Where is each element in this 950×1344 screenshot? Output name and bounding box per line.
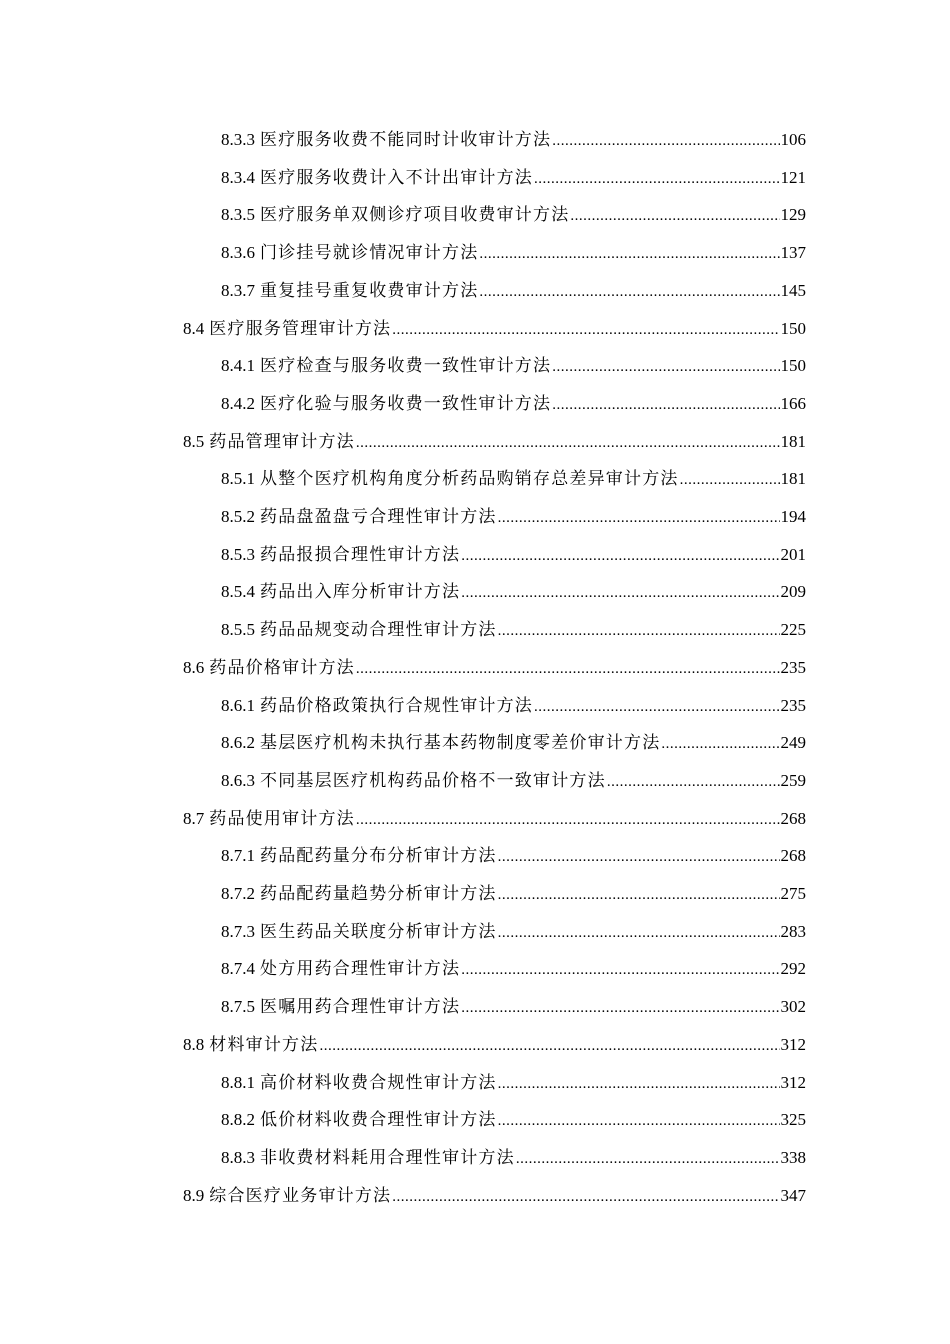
toc-dot-leader	[661, 726, 779, 764]
toc-entry-page-number: 347	[780, 1185, 806, 1205]
toc-entry-page-number: 145	[780, 280, 806, 300]
toc-entry-page-number: 235	[780, 695, 806, 715]
toc-entry-number: 8.5.5	[221, 620, 255, 640]
toc-entry-title: 医疗服务收费计入不计出审计方法	[260, 167, 533, 187]
toc-entry-page-number: 312	[780, 1034, 806, 1054]
toc-entry-number: 8.4.1	[221, 356, 255, 376]
toc-dot-leader	[534, 689, 780, 727]
toc-entry-number: 8.3.3	[221, 130, 255, 149]
toc-entry[interactable]	[221, 988, 806, 1026]
toc-entry-page-number: 181	[780, 431, 806, 451]
toc-entry[interactable]	[221, 159, 806, 197]
toc-entry-title: 不同基层医疗机构药品价格不一致审计方法	[260, 770, 606, 790]
toc-entry[interactable]	[221, 687, 806, 725]
toc-dot-leader	[570, 198, 779, 236]
toc-entry[interactable]	[221, 913, 806, 951]
toc-entry-title: 医疗服务管理审计方法	[209, 318, 392, 338]
toc-entry-page-number: 166	[780, 393, 806, 413]
toc-entry[interactable]	[221, 196, 806, 234]
toc-entry-title: 药品价格审计方法	[209, 657, 355, 677]
toc-entry[interactable]	[221, 385, 806, 423]
toc-dot-leader	[479, 236, 779, 274]
toc-dot-leader	[516, 1141, 780, 1179]
toc-entry[interactable]	[221, 611, 806, 649]
toc-entry-page-number: 249	[780, 733, 806, 753]
toc-entry[interactable]	[221, 234, 806, 272]
toc-entry-title: 非收费材料耗用合理性审计方法	[260, 1147, 515, 1167]
toc-entry-page-number: 338	[780, 1147, 806, 1167]
toc-entry-page-number: 106	[780, 130, 806, 149]
toc-entry[interactable]	[221, 1139, 806, 1177]
toc-dot-leader	[461, 538, 779, 576]
toc-entry-title: 医生药品关联度分析审计方法	[260, 921, 497, 941]
toc-entry-page-number: 275	[780, 884, 806, 903]
toc-entry-title: 低价材料收费合理性审计方法	[260, 1110, 497, 1130]
toc-entry-page-number: 283	[780, 921, 806, 941]
toc-entry-number: 8.6.2	[221, 733, 255, 753]
toc-entry[interactable]	[183, 423, 806, 461]
toc-entry-page-number: 137	[780, 243, 806, 263]
toc-entry[interactable]	[221, 121, 806, 159]
toc-entry-title: 药品管理审计方法	[209, 431, 355, 451]
toc-dot-leader	[498, 613, 780, 651]
toc-entry-page-number: 150	[780, 356, 806, 376]
toc-entry-page-number: 235	[780, 657, 806, 677]
toc-entry-number: 8.8.1	[221, 1072, 255, 1092]
toc-entry-title: 材料审计方法	[209, 1034, 319, 1054]
toc-entry-title: 药品品规变动合理性审计方法	[260, 620, 497, 640]
toc-dot-leader	[552, 349, 779, 387]
toc-entry[interactable]	[221, 272, 806, 310]
toc-entry-title: 从整个医疗机构角度分析药品购销存总差异审计方法	[260, 469, 679, 489]
toc-entry-page-number: 181	[780, 469, 806, 489]
toc-entry[interactable]	[221, 724, 806, 762]
toc-dot-leader	[534, 161, 780, 199]
toc-dot-leader	[392, 1179, 779, 1217]
toc-entry-number: 8.7.1	[221, 846, 255, 866]
toc-entry-page-number: 325	[780, 1110, 806, 1130]
toc-entry-number: 8.3.4	[221, 167, 255, 187]
toc-dot-leader	[356, 425, 780, 463]
toc-dot-leader	[498, 1066, 780, 1104]
toc-entry[interactable]	[183, 649, 806, 687]
toc-entry[interactable]	[221, 347, 806, 385]
toc-entry[interactable]	[221, 536, 806, 574]
toc-entry-page-number: 201	[780, 544, 806, 564]
toc-entry-number: 8.8.2	[221, 1110, 255, 1130]
toc-entry-title: 医疗化验与服务收费一致性审计方法	[260, 393, 552, 413]
toc-entry-number: 8.9	[183, 1185, 205, 1205]
toc-entry-page-number: 209	[780, 582, 806, 602]
toc-entry[interactable]	[221, 498, 806, 536]
toc-entry[interactable]	[221, 762, 806, 800]
toc-entry-title: 医嘱用药合理性审计方法	[260, 997, 461, 1017]
toc-entry-title: 医疗服务收费不能同时计收审计方法	[260, 130, 552, 149]
toc-entry-page-number: 302	[780, 997, 806, 1017]
toc-entry-number: 8.8.3	[221, 1147, 255, 1167]
toc-dot-leader	[498, 915, 780, 953]
toc-entry-number: 8.6.1	[221, 695, 255, 715]
toc-entry-number: 8.4.2	[221, 393, 255, 413]
toc-dot-leader	[461, 990, 779, 1028]
toc-entry-page-number: 225	[780, 620, 806, 640]
toc-entry-page-number: 268	[780, 808, 806, 828]
toc-entry-title: 药品盘盈盘亏合理性审计方法	[260, 507, 497, 526]
toc-entry[interactable]	[183, 1026, 806, 1064]
toc-entry-number: 8.7.4	[221, 959, 255, 979]
toc-dot-leader	[498, 1103, 780, 1141]
toc-entry-number: 8.7.5	[221, 997, 255, 1017]
toc-entry-page-number: 268	[780, 846, 806, 866]
toc-entry[interactable]	[183, 800, 806, 838]
toc-entry-title: 药品价格政策执行合规性审计方法	[260, 695, 533, 715]
toc-dot-leader	[392, 312, 779, 350]
toc-entry-title: 处方用药合理性审计方法	[260, 959, 461, 979]
toc-dot-leader	[552, 387, 779, 425]
toc-entry-page-number: 129	[780, 205, 806, 225]
toc-entry-page-number: 312	[780, 1072, 806, 1092]
toc-dot-leader	[552, 123, 779, 161]
toc-entry-number: 8.4	[183, 318, 205, 338]
toc-entry-title: 重复挂号重复收费审计方法	[260, 280, 479, 300]
toc-entry-number: 8.6	[183, 657, 205, 677]
toc-entry-title: 药品配药量趋势分析审计方法	[260, 884, 497, 903]
toc-entry-title: 高价材料收费合规性审计方法	[260, 1072, 497, 1092]
toc-entry[interactable]	[221, 1064, 806, 1102]
toc-dot-leader	[461, 575, 779, 613]
toc-entry-number: 8.3.6	[221, 243, 255, 263]
toc-entry-number: 8.5.2	[221, 507, 255, 526]
toc-entry-title: 医疗服务单双侧诊疗项目收费审计方法	[260, 205, 570, 225]
toc-dot-leader	[479, 274, 779, 312]
toc-entry-number: 8.7	[183, 808, 205, 828]
toc-entry-number: 8.3.5	[221, 205, 255, 225]
toc-entry-number: 8.6.3	[221, 770, 255, 790]
toc-dot-leader	[461, 952, 779, 990]
toc-dot-leader	[498, 839, 780, 877]
toc-entry-number: 8.5.1	[221, 469, 255, 489]
toc-entry[interactable]	[183, 1177, 806, 1215]
toc-entry-page-number: 259	[780, 770, 806, 790]
toc-dot-leader	[498, 877, 780, 915]
toc-dot-leader	[607, 764, 780, 802]
toc-entry[interactable]	[183, 310, 806, 348]
toc-entry-title: 药品使用审计方法	[209, 808, 355, 828]
toc-dot-leader	[356, 802, 780, 840]
toc-entry-title: 综合医疗业务审计方法	[209, 1185, 392, 1205]
toc-entry-title: 医疗检查与服务收费一致性审计方法	[260, 356, 552, 376]
toc-entry-page-number: 194	[780, 507, 806, 526]
toc-dot-leader	[319, 1028, 779, 1066]
toc-entry[interactable]	[221, 950, 806, 988]
toc-dot-leader	[356, 651, 780, 689]
toc-entry-title: 基层医疗机构未执行基本药物制度零差价审计方法	[260, 733, 661, 753]
toc-entry[interactable]	[221, 460, 806, 498]
toc-entry-number: 8.7.2	[221, 884, 255, 903]
toc-entry[interactable]	[221, 875, 806, 913]
toc-entry[interactable]	[221, 837, 806, 875]
toc-entry[interactable]	[221, 1101, 806, 1139]
toc-entry-title: 门诊挂号就诊情况审计方法	[260, 243, 479, 263]
toc-dot-leader	[680, 462, 780, 500]
toc-entry-number: 8.5	[183, 431, 205, 451]
toc-entry-title: 药品报损合理性审计方法	[260, 544, 461, 564]
toc-dot-leader	[498, 500, 780, 538]
toc-entry-page-number: 121	[780, 167, 806, 187]
toc-entry[interactable]	[221, 573, 806, 611]
toc-entry-page-number: 292	[780, 959, 806, 979]
toc-entry-title: 药品配药量分布分析审计方法	[260, 846, 497, 866]
toc-entry-page-number: 150	[780, 318, 806, 338]
toc-entry-number: 8.5.3	[221, 544, 255, 564]
toc-entry-number: 8.8	[183, 1034, 205, 1054]
toc-entry-title: 药品出入库分析审计方法	[260, 582, 461, 602]
toc-entry-number: 8.5.4	[221, 582, 255, 602]
toc-entry-number: 8.7.3	[221, 921, 255, 941]
toc-entry-number: 8.3.7	[221, 280, 255, 300]
